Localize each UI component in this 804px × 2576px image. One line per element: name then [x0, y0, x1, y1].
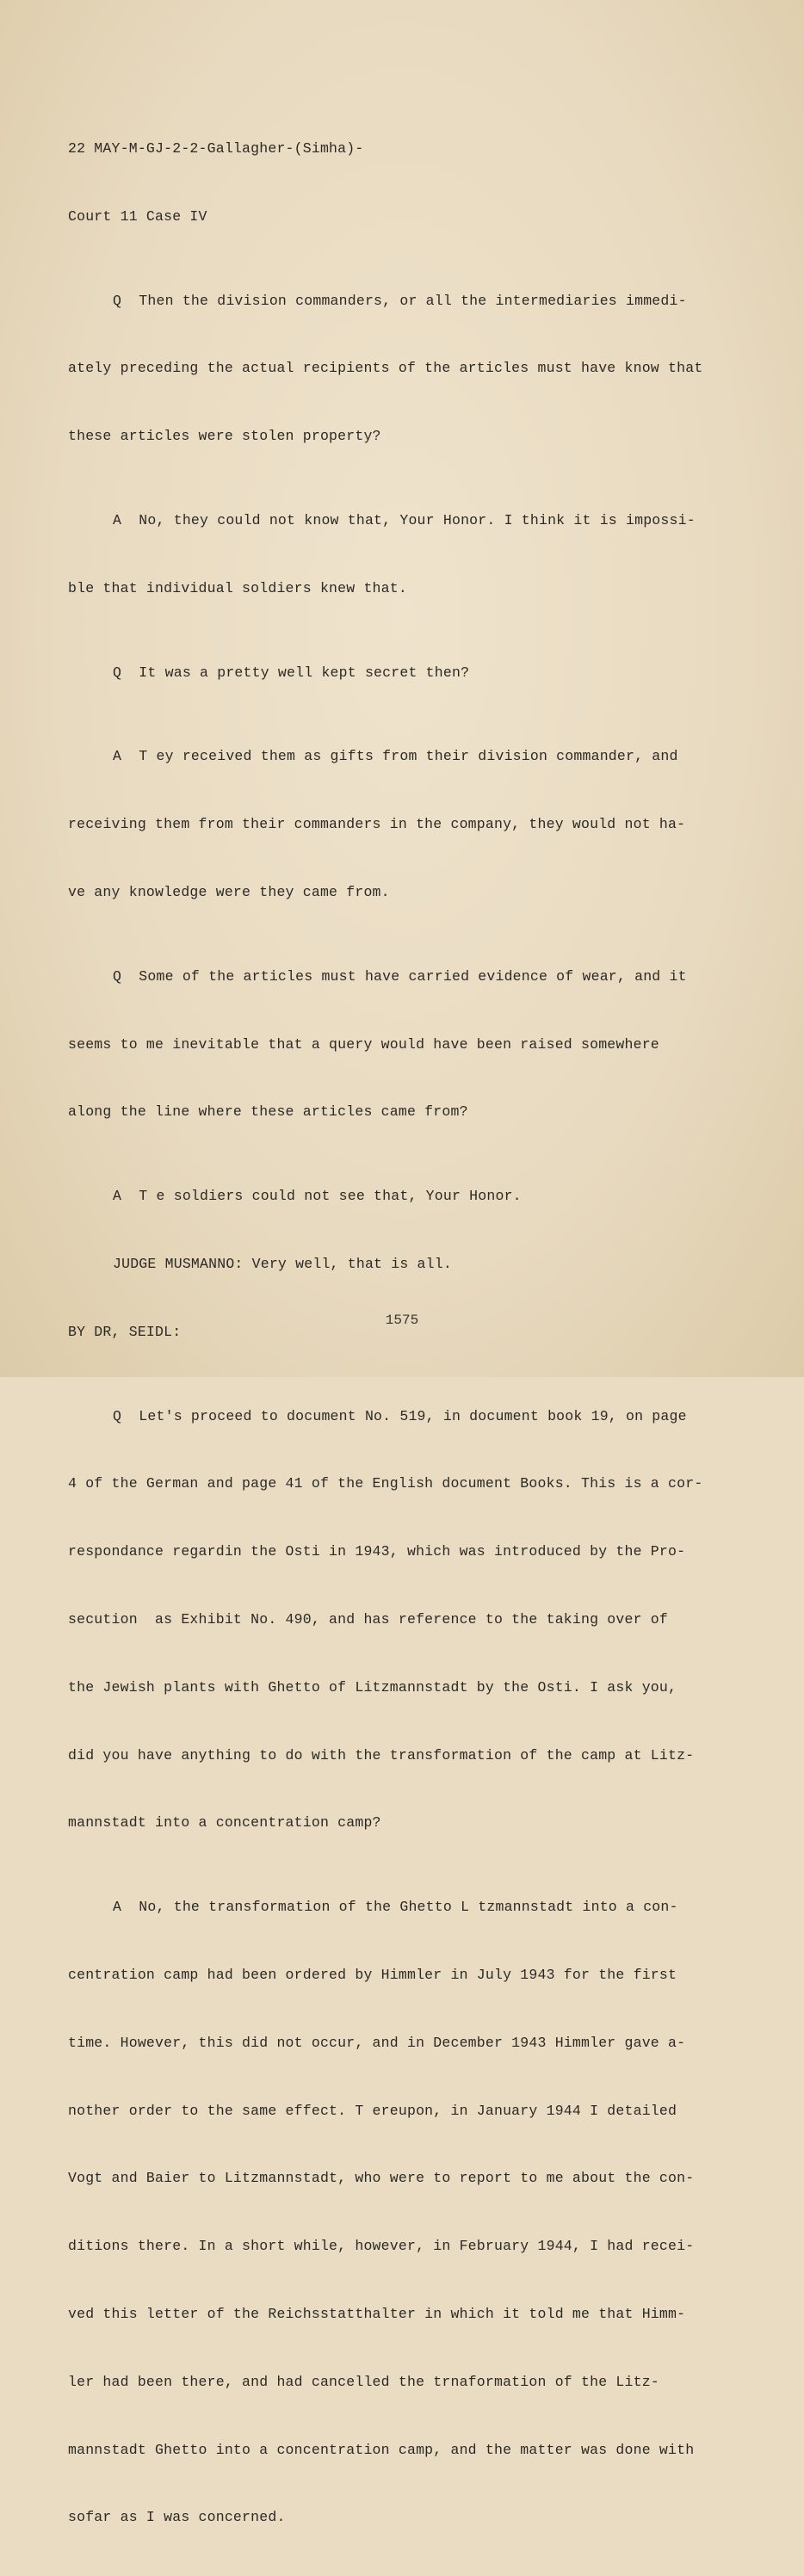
text-line: mannstadt Ghetto into a concentration camp, and the matter was done with: [68, 2441, 695, 2458]
text-line: the Jewish plants with Ghetto of Litzmannstadt by the Osti. I ask you,: [68, 1678, 677, 1696]
text-line: did you have anything to do with the transformation of the camp at Litz-: [68, 1746, 695, 1764]
text-line: Q Let's proceed to document No. 519, in document book 19, on page: [113, 1407, 687, 1424]
text-line: JUDGE MUSMANNO: Very well, that is all.: [113, 1255, 452, 1272]
text-line: A No, the transformation of the Ghetto L tzmannstadt into a con-: [113, 1899, 678, 1916]
text-line: mannstadt into a concentration camp?: [68, 1814, 381, 1832]
text-line: centration camp had been ordered by Himmler in July 1943 for the first: [68, 1966, 677, 1983]
text-line: Vogt and Baier to Litzmannstadt, who were to report to me about the con-: [68, 2170, 695, 2187]
header-line-2: Court 11 Case IV: [68, 207, 207, 225]
text-line: seems to me inevitable that a query would have been raised somewhere: [68, 1035, 659, 1053]
text-line: ler had been there, and had cancelled the trnaformation of the Litz-: [68, 2373, 659, 2390]
text-line: Q Then the division commanders, or all the intermediaries immedi-: [113, 292, 687, 309]
text-line: A T e soldiers could not see that, Your Honor.: [113, 1188, 522, 1205]
text-line: nother order to the same effect. T ereupon, in January 1944 I detailed: [68, 2102, 677, 2119]
text-line: sofar as I was concerned.: [68, 2509, 286, 2526]
header-line-1: 22 MAY-M-GJ-2-2-Gallagher-(Simha)-: [68, 140, 364, 157]
text-line: along the line where these articles came from?: [68, 1103, 468, 1121]
text-line: ved this letter of the Reichsstatthalter in which it told me that Himm-: [68, 2305, 686, 2322]
text-line: ve any knowledge were they came from.: [68, 883, 390, 900]
text-line: ble that individual soldiers knew that.: [68, 579, 407, 596]
text-line: BY DR, SEIDL:: [68, 1323, 182, 1340]
transcript-body: [68, 107, 722, 2576]
text-line: Q Some of the articles must have carried evidence of wear, and it: [113, 967, 687, 985]
text-line: secution as Exhibit No. 490, and has reference to the taking over of: [68, 1610, 669, 1628]
text-line: respondance regardin the Osti in 1943, which was introduced by the Pro-: [68, 1543, 686, 1560]
text-line: receiving them from their commanders in the company, they would not ha-: [68, 816, 686, 833]
text-line: Q It was a pretty well kept secret then?: [113, 664, 470, 681]
text-line: ditions there. In a short while, however, in February 1944, I had recei-: [68, 2238, 695, 2255]
text-line: ately preceding the actual recipients of the articles must have know that: [68, 360, 703, 377]
page-number: 1575: [385, 1313, 419, 1328]
text-line: these articles were stolen property?: [68, 428, 381, 445]
text-line: 4 of the German and page 41 of the English document Books. This is a cor-: [68, 1475, 703, 1492]
text-line: time. However, this did not occur, and in December 1943 Himmler gave a-: [68, 2034, 686, 2051]
text-line: A T ey received them as gifts from their division commander, and: [113, 748, 678, 765]
text-line: A No, they could not know that, Your Honor. I think it is impossi-: [113, 511, 696, 528]
